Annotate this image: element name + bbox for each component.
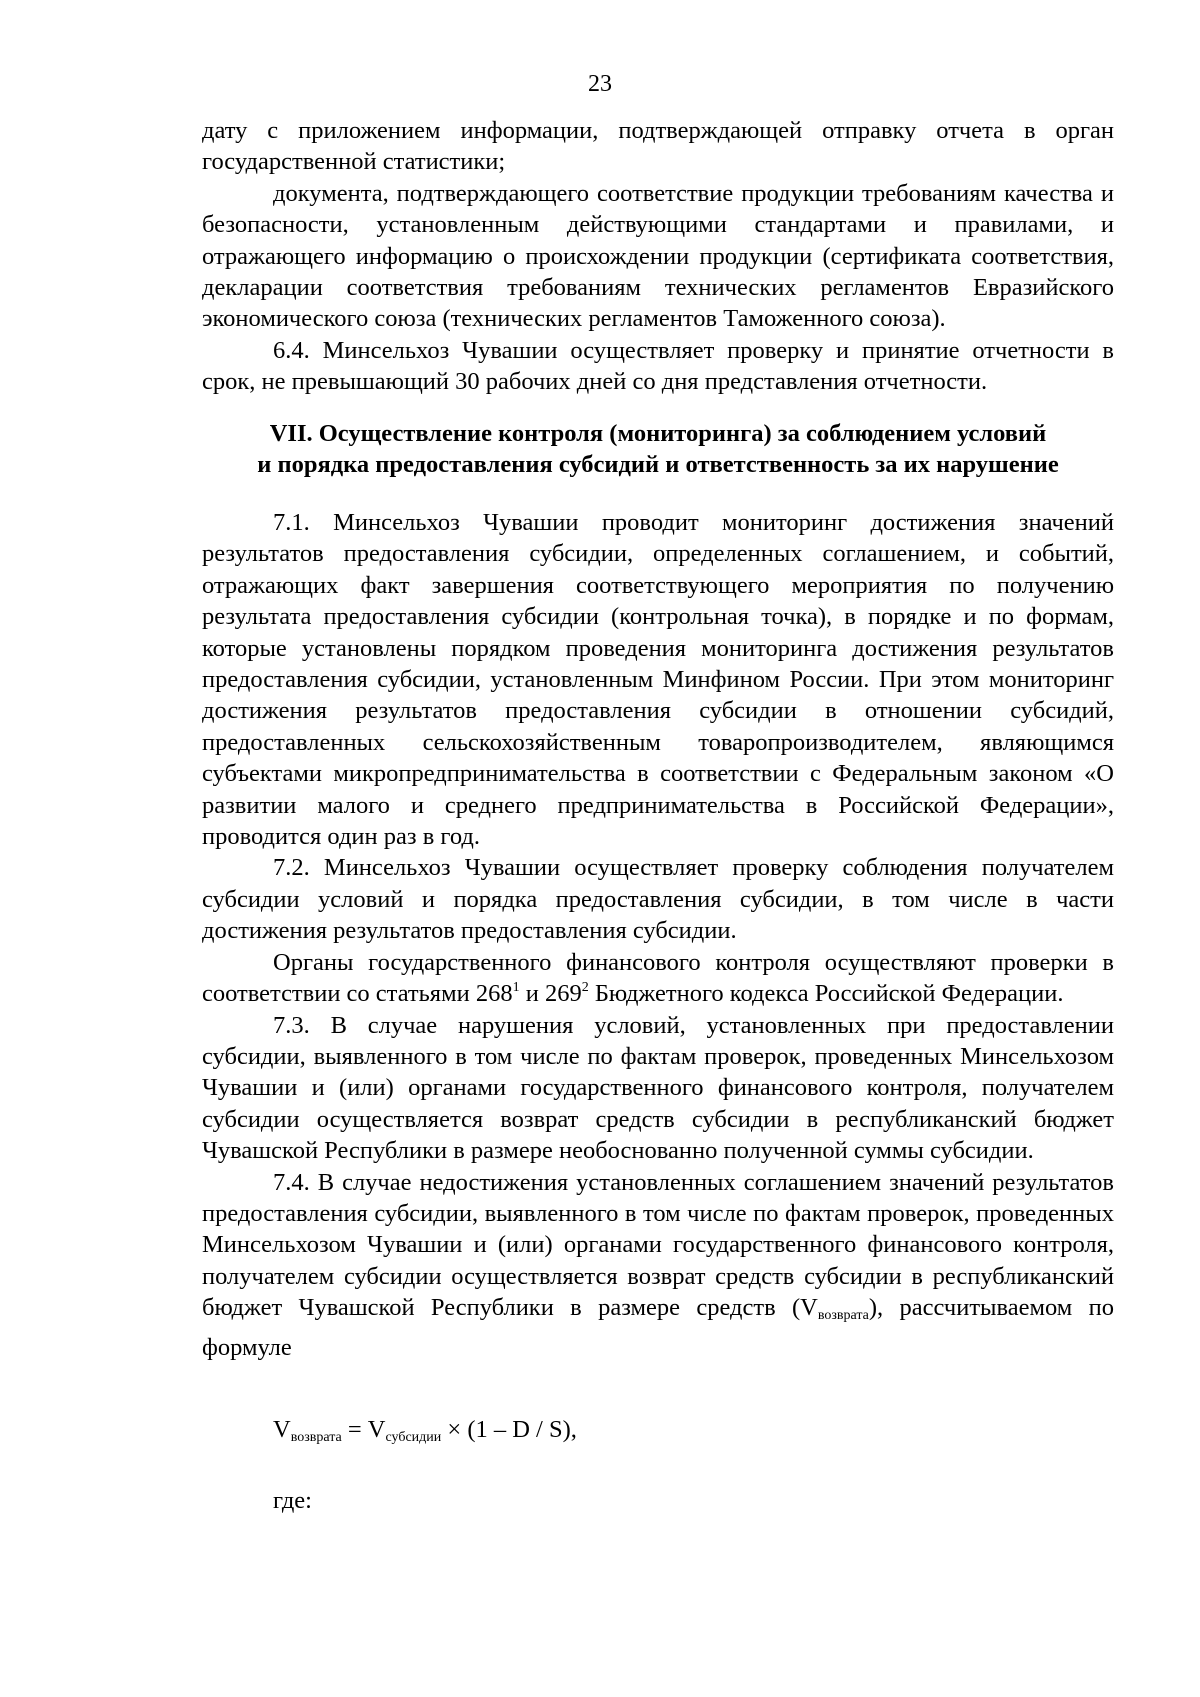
section-heading	[202, 418, 1114, 481]
page-number: 23	[588, 71, 612, 97]
paragraph-7-4	[202, 1167, 1114, 1363]
paragraph-date-statistics: дату с приложением информации, подтверждающей отправку отчета в орган государственной статистики;	[202, 117, 1114, 176]
main-text-block	[202, 507, 1114, 1363]
formula-equals: = V	[341, 1416, 386, 1443]
refund-formula	[273, 1414, 577, 1454]
paragraph-7-2: 7.2. Минсельхоз Чувашии осуществляет проверку соблюдения получателем субсидии условий и порядка предоставления субсидии, в том числе в части достижения результатов предоставления субсидии.	[202, 854, 1114, 945]
paragraph-7-4-subscript: возврата	[817, 1308, 869, 1324]
paragraph-financial-control	[202, 947, 1114, 1010]
financial-control-text-3: Бюджетного кодекса Российской Федерации.	[588, 980, 1064, 1008]
formula-subscript-refund: возврата	[290, 1430, 342, 1445]
section-heading-line-2: и порядка предоставления субсидий и ответственность за их нарушение	[257, 451, 1059, 479]
paragraph-7-4-text-2: ), рассчитываемом по формуле	[202, 1294, 1114, 1361]
formula-subscript-subsidy: субсидии	[385, 1430, 442, 1445]
financial-control-text-1: Органы государственного финансового контроля осуществляют проверки в соответствии со статьями 268	[202, 948, 1114, 1008]
paragraph-quality-document: документа, подтверждающего соответствие продукции требованиям качества и безопасности, установленным действующими стандартами и правилами, и отражающего информацию о происхождении продукции (сертификата соответствия, декларации соответствия требованиям технических регламентов Евразийского экономического союза (технических регламентов Таможенного союза).	[202, 179, 1114, 333]
article-superscript-1: 1	[512, 980, 520, 996]
section-heading-line-1: VII. Осуществление контроля (мониторинга) за соблюдением условий	[269, 420, 1047, 447]
article-superscript-2: 2	[581, 980, 589, 996]
paragraph-7-4-text-1: 7.4. В случае недостижения установленных соглашением значений результатов предоставления субсидии, выявленного в том числе по фактам проверок, проведенных Минсельхозом Чувашии и (или) органами государственного финансового контроля, получателем субсидии осуществляется возврат средств субсидии в республиканский бюджет Чувашской Республики в размере средств (V	[202, 1168, 1114, 1322]
paragraph-7-1: 7.1. Минсельхоз Чувашии проводит мониторинг достижения значений результатов предоставления субсидии, определенных соглашением, и событий, отражающих факт завершения соответствующего мероприятия по получению результата предоставления субсидии (контрольная точка), в порядке и по формам, которые установлены порядком проведения мониторинга достижения результатов предоставления субсидии, установленным Минфином России. При этом мониторинг достижения результатов предоставления субсидии в отношении субсидий, предоставленных сельскохозяйственным товаропроизводителем, являющимся субъектами микропредпринимательства в соответствии с Федеральным законом «О развитии малого и среднего предпринимательства в Российской Федерации», проводится один раз в год.	[202, 509, 1114, 851]
paragraph-6-4: 6.4. Минсельхоз Чувашии осуществляет проверку и принятие отчетности в срок, не превышающий 30 рабочих дней со дня представления отчетности.	[202, 336, 1114, 396]
paragraph-7-3: 7.3. В случае нарушения условий, установленных при предоставлении субсидии, выявленного в том числе по фактам проверок, проведенных Минсельхозом Чувашии и (или) органами государственного финансового контроля, получателем субсидии осуществляется возврат средств субсидии в республиканский бюджет Чувашской Республики в размере необоснованно полученной суммы субсидии.	[202, 1011, 1114, 1165]
where-label: где:	[273, 1487, 312, 1514]
top-text-block	[202, 115, 1114, 398]
formula-v: V	[273, 1416, 291, 1443]
financial-control-text-2: и 269	[519, 980, 582, 1008]
formula-rest: × (1 – D / S),	[441, 1416, 577, 1443]
